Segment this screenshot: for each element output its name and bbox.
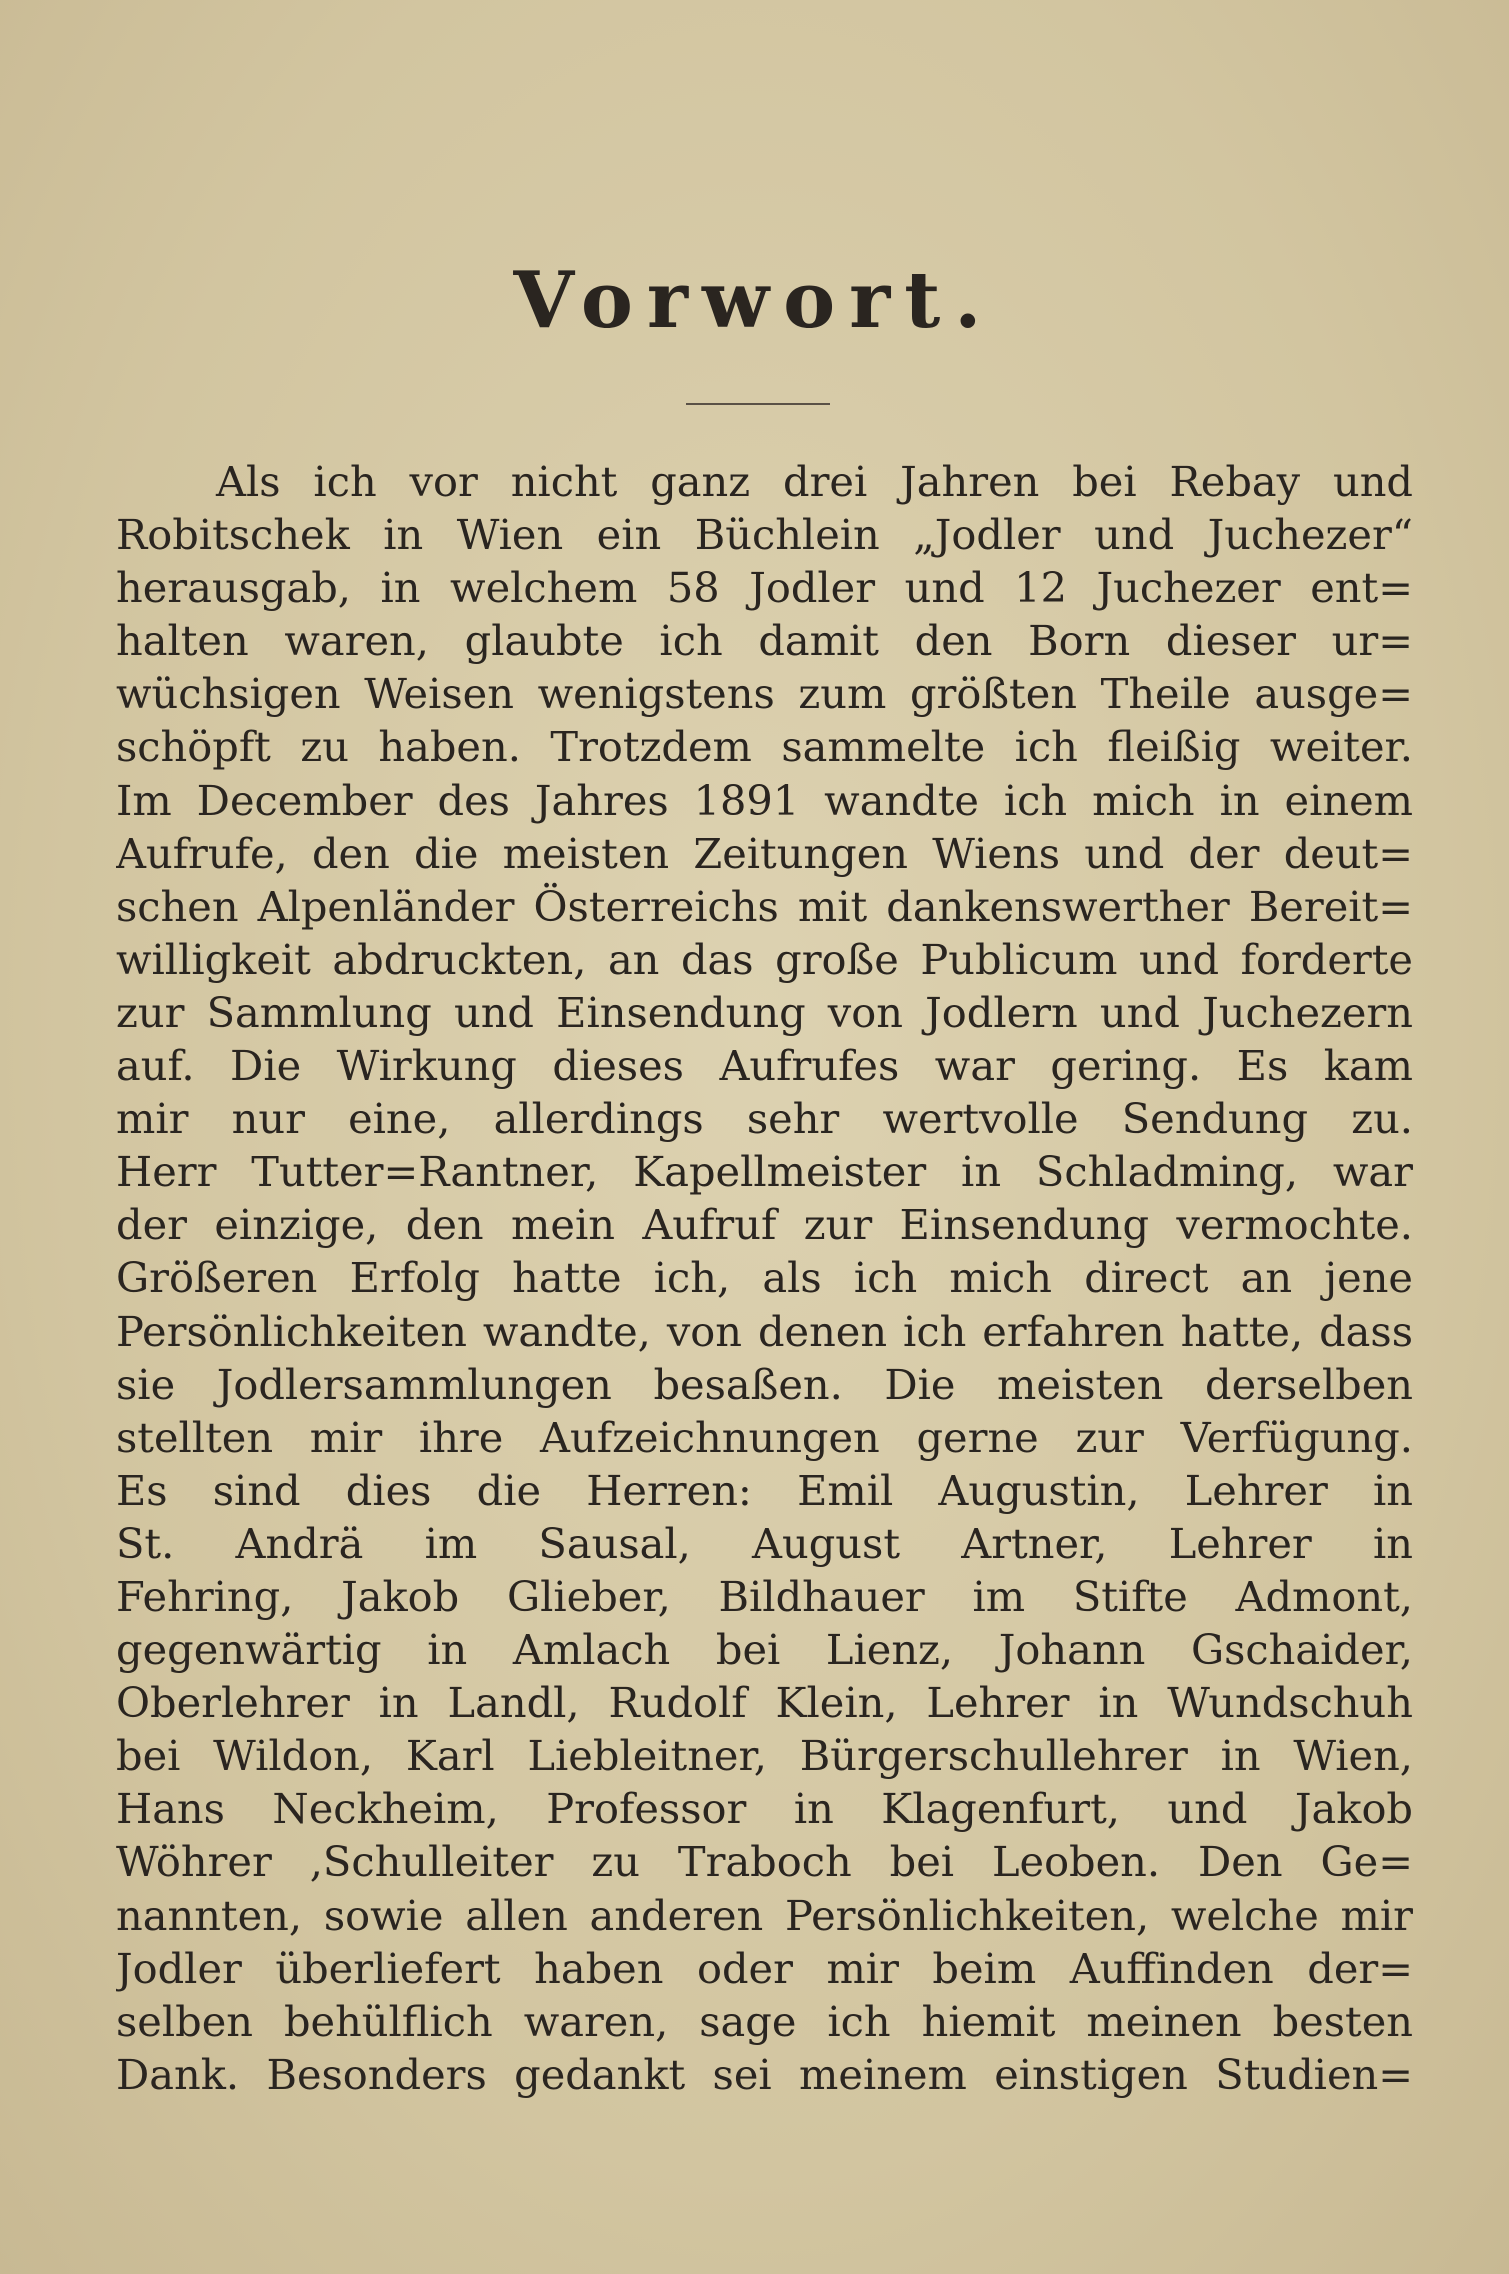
text-line: Als ich vor nicht ganz drei Jahren bei Rebay und — [216, 457, 1413, 506]
text-line: auf. Die Wirkung dieses Aufrufes war gering. Es kam — [116, 1041, 1413, 1091]
text-line: St. Andrä im Sausal, August Artner, Lehrer in — [116, 1518, 1413, 1568]
text-line: Herr Tutter=Rantner, Kapellmeister in Schladming, war — [116, 1147, 1413, 1197]
title-divider — [686, 403, 830, 405]
text-line: Es sind dies die Herren: Emil Augustin, Lehrer in — [116, 1465, 1413, 1515]
text-line: Aufrufe, den die meisten Zeitungen Wiens und der deut= — [116, 828, 1413, 878]
text-line: nannten, sowie allen anderen Persönlichkeiten, welche mir — [116, 1890, 1413, 1940]
text-line: Hans Neckheim, Professor in Klagenfurt, und Jakob — [116, 1784, 1413, 1834]
text-line: Jodler überliefert haben oder mir beim Auffinden der= — [116, 1943, 1413, 1993]
text-line: halten waren, glaubte ich damit den Born dieser ur= — [116, 616, 1413, 666]
text-line: schöpft zu haben. Trotzdem sammelte ich fleißig weiter. — [116, 722, 1413, 772]
text-line: wüchsigen Weisen wenigstens zum größten Theile ausge= — [116, 669, 1413, 719]
text-line: schen Alpenländer Österreichs mit dankenswerther Bereit= — [116, 881, 1413, 931]
text-line: Dank. Besonders gedankt sei meinem einstigen Studien= — [116, 2049, 1413, 2099]
text-line: selben behülflich waren, sage ich hiemit meinen besten — [116, 1996, 1413, 2046]
text-line: bei Wildon, Karl Liebleitner, Bürgerschullehrer in Wien, — [116, 1731, 1413, 1781]
text-line: gegenwärtig in Amlach bei Lienz, Johann Gschaider, — [116, 1625, 1413, 1675]
text-line: herausgab, in welchem 58 Jodler und 12 Juchezer ent= — [116, 563, 1413, 613]
text-line: zur Sammlung und Einsendung von Jodlern und Juchezern — [116, 987, 1413, 1037]
text-line: mir nur eine, allerdings sehr wertvolle Sendung zu. — [116, 1094, 1413, 1144]
text-line: Wöhrer ,Schulleiter zu Traboch bei Leoben. Den Ge= — [116, 1837, 1413, 1887]
text-line: Robitschek in Wien ein Büchlein „Jodler und Juchezer“ — [116, 510, 1413, 560]
text-line: willigkeit abdruckten, an das große Publicum und forderte — [116, 934, 1413, 984]
foreword-text — [116, 455, 1413, 2101]
text-line: Persönlichkeiten wandte, von denen ich erfahren hatte, dass — [116, 1306, 1413, 1356]
text-line: der einzige, den mein Aufruf zur Einsendung vermochte. — [116, 1200, 1413, 1250]
text-line: stellten mir ihre Aufzeichnungen gerne zur Verfügung. — [116, 1412, 1413, 1462]
text-line: Oberlehrer in Landl, Rudolf Klein, Lehrer in Wundschuh — [116, 1678, 1413, 1728]
text-line: sie Jodlersammlungen besaßen. Die meisten derselben — [116, 1359, 1413, 1409]
text-line: Fehring, Jakob Glieber, Bildhauer im Stifte Admont, — [116, 1571, 1413, 1621]
page-title: Vorwort. — [513, 255, 996, 346]
text-line: Im December des Jahres 1891 wandte ich mich in einem — [116, 775, 1413, 825]
text-line: Größeren Erfolg hatte ich, als ich mich direct an jene — [116, 1253, 1413, 1303]
